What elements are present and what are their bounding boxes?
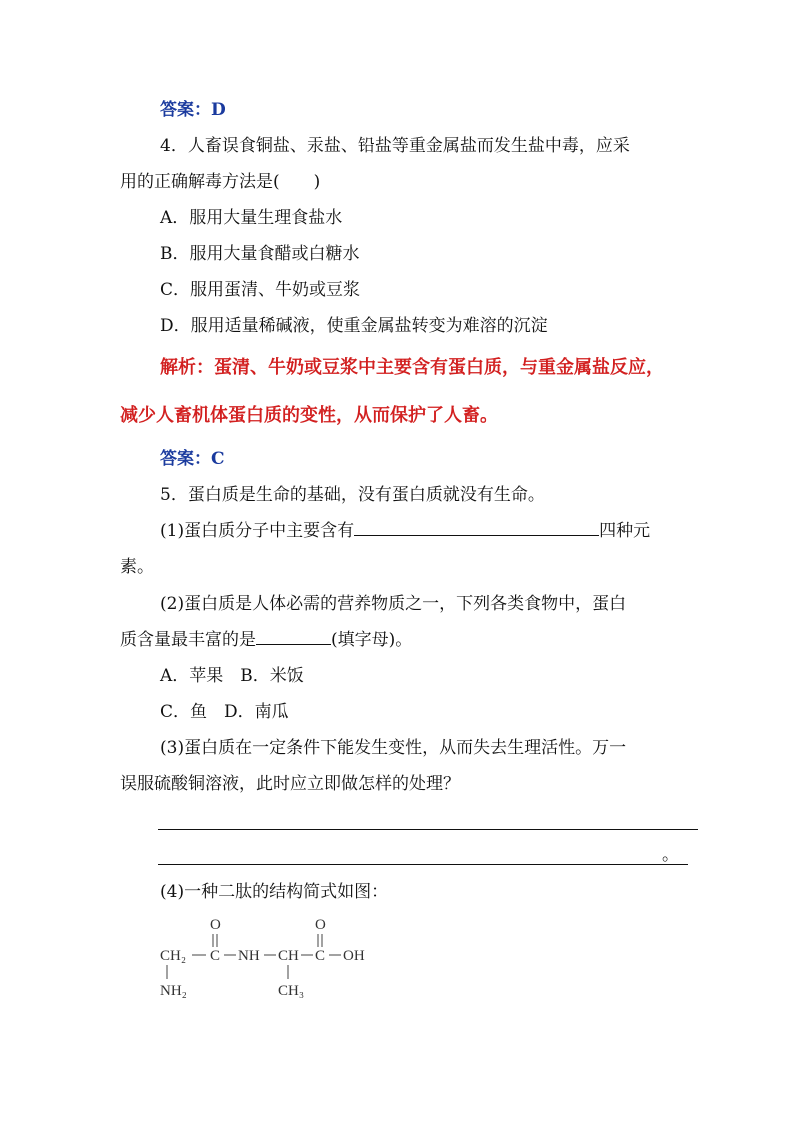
q4-option-d: D．服用适量稀碱液，使重金属盐转变为难溶的沉淀	[160, 316, 548, 336]
atom-nh: NH	[238, 948, 260, 964]
q5-stem: 5．蛋白质是生命的基础，没有蛋白质就没有生命。	[160, 485, 545, 505]
q4-option-a: A．服用大量生理食盐水	[160, 208, 343, 228]
q4-analysis-line2: 减少人畜机体蛋白质的变性，从而保护了人畜。	[120, 405, 498, 426]
dipeptide-structure-diagram	[150, 905, 390, 1000]
q5-part1-blank[interactable]	[354, 519, 599, 536]
q5-part2-options-row2: C．鱼 D．南瓜	[160, 702, 289, 722]
q5-part2-line2	[120, 628, 412, 652]
q4-stem-line2: 用的正确解毒方法是( )	[120, 172, 321, 192]
q5-part2-options-row1: A．苹果 B．米饭	[160, 666, 304, 686]
q5-part1-after: 四种元	[599, 521, 651, 541]
q5-part2-blank[interactable]	[256, 628, 331, 645]
atom-oh: OH	[343, 948, 365, 964]
q4-analysis-line1: 解析：蛋清、牛奶或豆浆中主要含有蛋白质，与重金属盐反应，	[160, 357, 664, 378]
carbonyl-oxygen-2: O	[315, 917, 326, 933]
q5-part3-end-mark: 。	[662, 845, 679, 865]
q5-part3-answer-line2[interactable]	[158, 864, 688, 865]
q4-stem-line1: 4．人畜误食铜盐、汞盐、铅盐等重金属盐而发生盐中毒，应采	[160, 136, 630, 156]
carbonyl-oxygen-1: O	[210, 917, 221, 933]
atom-ch2: CH₂	[160, 948, 187, 964]
atom-ch3: CH₃	[278, 983, 305, 999]
q5-part2-line1: (2)蛋白质是人体必需的营养物质之一，下列各类食物中，蛋白	[160, 594, 627, 614]
previous-answer: 答案：D	[160, 100, 226, 120]
q5-part1-line2: 素。	[120, 557, 154, 577]
atom-ch: CH	[278, 948, 299, 964]
q4-option-c: C．服用蛋清、牛奶或豆浆	[160, 280, 361, 300]
q5-part2-before: 质含量最丰富的是	[120, 630, 256, 650]
atom-nh2: NH₂	[160, 983, 187, 999]
q5-part3-line2: 误服硫酸铜溶液，此时应立即做怎样的处理？	[120, 774, 460, 794]
q5-part1-before: (1)蛋白质分子中主要含有	[160, 521, 355, 541]
q4-option-b: B．服用大量食醋或白糖水	[160, 244, 360, 264]
q5-part3-answer-line1[interactable]	[158, 829, 698, 830]
q4-answer: 答案：C	[160, 449, 225, 469]
q5-part2-after: (填字母)。	[331, 630, 413, 650]
q5-part4: (4)一种二肽的结构简式如图：	[160, 882, 389, 902]
atom-c1: C	[210, 948, 221, 964]
q5-part1	[160, 519, 650, 543]
q5-part3-line1: (3)蛋白质在一定条件下能发生变性，从而失去生理活性。万一	[160, 738, 627, 758]
atom-c2: C	[315, 948, 326, 964]
